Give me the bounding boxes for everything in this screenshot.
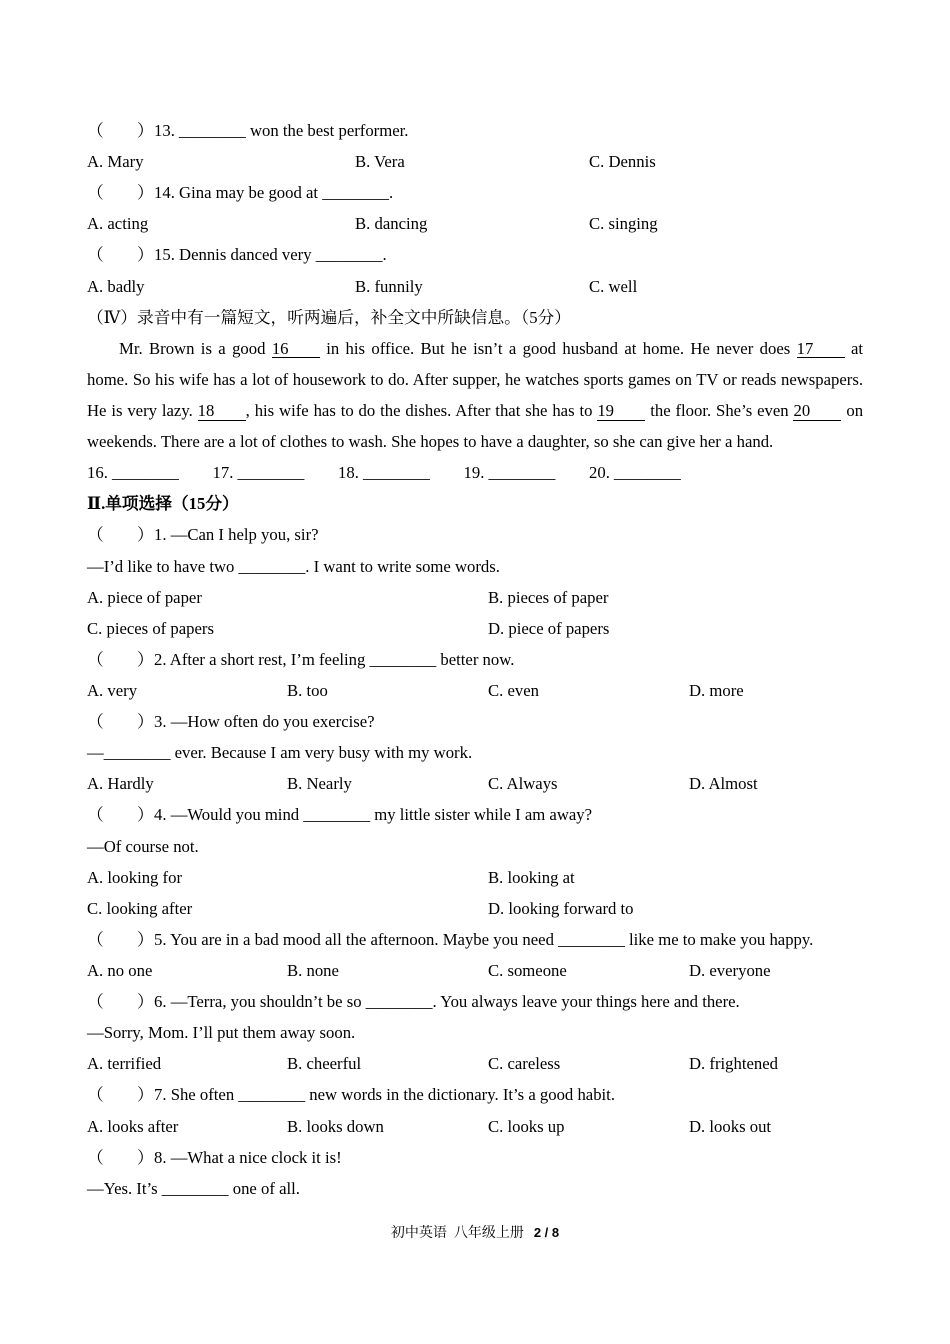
option-a: A. no one: [87, 960, 153, 980]
answer-bracket: （ ）: [87, 1085, 154, 1105]
question-13-options: [87, 146, 863, 177]
passage-line-3: [87, 395, 863, 426]
footer-title: 初中英语 八年级上册: [390, 1226, 524, 1241]
question-5-options: [87, 955, 863, 986]
option-c: C. singing: [589, 214, 658, 234]
blank-number-19: 19: [597, 403, 645, 421]
option-a: A. looks after: [87, 1116, 179, 1136]
passage-text: the floor. She’s even: [650, 400, 789, 420]
option-b: B. looks down: [287, 1116, 384, 1136]
question-6-reply: —Sorry, Mom. I’ll put them away soon.: [87, 1023, 356, 1043]
answer-slots: [87, 457, 863, 488]
option-b: B. looking at: [488, 867, 575, 887]
option-a: A. terrified: [87, 1054, 162, 1074]
answer-bracket: （ ）: [87, 245, 154, 265]
question-7-options: [87, 1111, 863, 1142]
option-a: A. looking for: [87, 867, 183, 887]
option-d: D. Almost: [689, 774, 758, 794]
option-b: B. funnily: [355, 276, 423, 296]
answer-bracket: （ ）: [87, 183, 154, 203]
page-number: 2 / 8: [533, 1225, 560, 1240]
question-3-stem: [87, 706, 863, 737]
answer-bracket: （ ）: [87, 929, 154, 949]
question-1-options-ab: [87, 582, 863, 613]
question-5-stem: [87, 924, 863, 955]
option-b: B. pieces of paper: [488, 587, 609, 607]
question-14-options: [87, 208, 863, 239]
option-d: D. frightened: [689, 1054, 778, 1074]
option-d: D. looking forward to: [488, 898, 634, 918]
question-4-options-cd: [87, 893, 863, 924]
answer-bracket: （ ）: [87, 712, 154, 732]
option-a: A. Mary: [87, 152, 144, 172]
question-text: 1. —Can I help you, sir?: [154, 525, 319, 545]
passage-text: , his wife has to do the dishes. After that she has to: [245, 400, 593, 420]
option-c: C. careless: [488, 1054, 561, 1074]
option-c: C. Always: [488, 774, 558, 794]
answer-bracket: （ ）: [87, 649, 154, 669]
question-1-stem: [87, 519, 863, 550]
question-text: 15. Dennis danced very ________.: [154, 245, 387, 265]
option-d: D. more: [689, 680, 744, 700]
passage-text: Mr. Brown is a good: [119, 338, 266, 358]
option-c: C. Dennis: [589, 152, 656, 172]
answer-bracket: （ ）: [87, 992, 154, 1012]
answer-slot-19: 19. ________: [463, 463, 556, 483]
question-7-stem: [87, 1079, 863, 1110]
question-4-options-ab: [87, 862, 863, 893]
question-1-options-cd: [87, 613, 863, 644]
option-b: B. none: [287, 960, 339, 980]
question-3-reply: —________ ever. Because I am very busy with my work.: [87, 743, 473, 763]
passage-text: weekends. There are a lot of clothes to wash. She hopes to have a daughter, so she can give her a hand.: [87, 432, 774, 452]
question-text: 4. —Would you mind ________ my little sister while I am away?: [154, 805, 593, 825]
question-text: 7. She often ________ new words in the dictionary. It’s a good habit.: [154, 1085, 615, 1105]
question-text: 14. Gina may be good at ________.: [154, 183, 394, 203]
option-b: B. Vera: [355, 152, 405, 172]
question-text: 13. ________ won the best performer.: [154, 121, 409, 140]
option-c: C. well: [589, 276, 638, 296]
question-2-options: [87, 675, 863, 706]
question-4-stem: [87, 799, 863, 830]
answer-slot-17: 17. ________: [212, 463, 305, 483]
option-a: A. badly: [87, 276, 145, 296]
answer-slot-18: 18. ________: [338, 463, 430, 483]
passage-line-2: [87, 364, 863, 395]
option-c: C. looks up: [488, 1116, 565, 1136]
question-text: 5. You are in a bad mood all the afternoon. Maybe you need ________ like me to make you happy.: [154, 929, 814, 949]
option-b: B. Nearly: [287, 774, 352, 794]
question-8-stem: [87, 1142, 863, 1173]
answer-bracket: （ ）: [87, 805, 154, 825]
passage-line-1: [87, 333, 863, 364]
passage-text: on: [846, 400, 864, 420]
option-d: D. piece of papers: [488, 618, 610, 638]
question-1-reply: —I’d like to have two ________. I want to write some words.: [87, 556, 500, 576]
option-a: A. Hardly: [87, 774, 154, 794]
option-b: B. too: [287, 680, 328, 700]
answer-bracket: （ ）: [87, 121, 154, 140]
option-a: A. very: [87, 680, 138, 700]
page-content: [87, 115, 863, 1204]
option-a: A. piece of paper: [87, 587, 202, 607]
question-14-stem: [87, 177, 863, 208]
question-6-stem: [87, 986, 863, 1017]
question-15-stem: [87, 239, 863, 270]
blank-number-18: 18: [198, 403, 246, 421]
question-text: 2. After a short rest, I’m feeling ________ better now.: [154, 649, 515, 669]
question-text: 3. —How often do you exercise?: [154, 712, 375, 732]
blank-number-20: 20: [793, 403, 841, 421]
passage-text: He is very lazy.: [87, 400, 193, 420]
question-2-stem: [87, 644, 863, 675]
question-text: 6. —Terra, you shouldn’t be so ________. You always leave your things here and there.: [154, 992, 740, 1012]
answer-bracket: （ ）: [87, 1147, 154, 1167]
option-d: D. looks out: [689, 1116, 772, 1136]
option-c: C. even: [488, 680, 539, 700]
option-b: B. cheerful: [287, 1054, 362, 1074]
passage-line-4: [87, 426, 863, 457]
section-heading: Ⅱ.单项选择（15分）: [87, 494, 239, 514]
blank-number-16: 16: [272, 341, 320, 359]
passage-text: home. So his wife has a lot of housework to do. After supper, he watches sports games on TV or reads newspapers.: [87, 369, 863, 389]
question-6-options: [87, 1048, 863, 1079]
question-3-options: [87, 768, 863, 799]
option-c: C. someone: [488, 960, 567, 980]
blank-number-17: 17: [797, 341, 845, 359]
option-c: C. looking after: [87, 898, 193, 918]
answer-slot-16: 16. ________: [87, 463, 179, 483]
question-8-reply: —Yes. It’s ________ one of all.: [87, 1178, 300, 1198]
question-4-reply: —Of course not.: [87, 836, 199, 856]
passage-text: at: [850, 338, 864, 358]
passage-text: in his office. But he isn’t a good husband at home. He never does: [326, 338, 791, 358]
answer-slot-20: 20. ________: [589, 463, 681, 483]
question-text: 8. —What a nice clock it is!: [154, 1147, 342, 1167]
question-15-options: [87, 271, 863, 302]
page-footer: [0, 1223, 950, 1244]
option-a: A. acting: [87, 214, 149, 234]
answer-bracket: （ ）: [87, 525, 154, 545]
option-d: D. everyone: [689, 960, 771, 980]
option-b: B. dancing: [355, 214, 428, 234]
question-13-stem: [87, 115, 863, 146]
option-c: C. pieces of papers: [87, 618, 214, 638]
part4-heading: （Ⅳ）录音中有一篇短文，听两遍后，补全文中所缺信息。（5分）: [87, 307, 571, 327]
